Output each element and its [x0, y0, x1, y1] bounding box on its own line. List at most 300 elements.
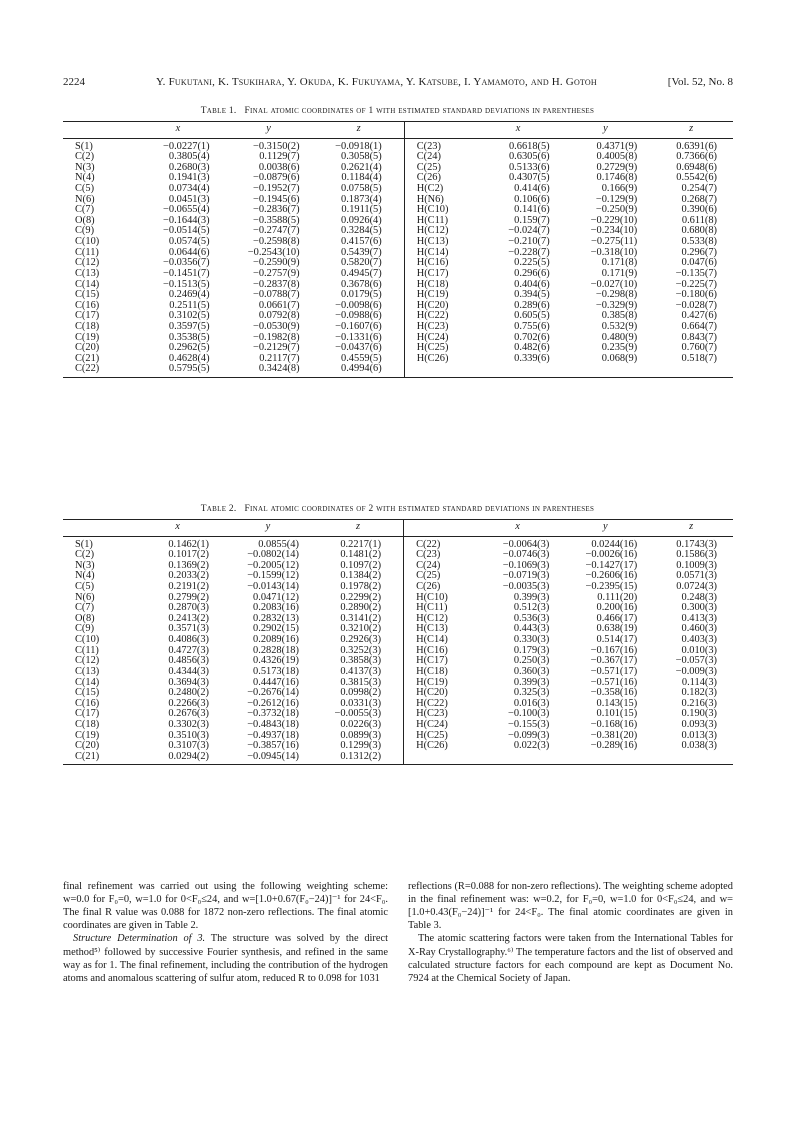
column-header — [404, 520, 474, 537]
coordinate-value: 0.1009(3) — [676, 559, 717, 571]
atom-label: C(21) — [63, 752, 132, 765]
coordinate-value: −0.1952(7) — [252, 183, 300, 195]
coordinate-value: −0.0227(1) — [163, 140, 210, 152]
coordinate-value: 0.2799(2) — [168, 591, 210, 603]
coordinate-value: −0.0514(5) — [163, 225, 210, 237]
page-header — [63, 76, 733, 88]
atom-label: C(10) — [75, 634, 100, 646]
atom-label: N(3) — [75, 161, 95, 173]
column-header: z — [649, 122, 733, 139]
atom-label: H(C22) — [404, 311, 474, 322]
atom-label: H(C11) — [404, 603, 474, 614]
coordinate-value: 0.2469(4) — [168, 289, 210, 301]
atom-label: C(2) — [75, 151, 95, 163]
atom-label: H(C19) — [404, 290, 474, 301]
atom-label: C(26) — [404, 173, 474, 184]
atom-label: N(3) — [75, 559, 95, 571]
atom-label: C(22) — [404, 536, 474, 550]
table-row — [63, 720, 733, 731]
column-header: y — [562, 122, 650, 139]
coordinate-value: −0.168(16) — [590, 718, 638, 730]
atom-label: C(20) — [75, 740, 100, 752]
atom-label: C(12) — [75, 257, 100, 269]
coordinate-value: −0.225(7) — [675, 278, 717, 290]
coordinate-value: 0.022(3) — [513, 740, 550, 752]
paragraph — [408, 932, 733, 984]
coordinate-value: −0.289(16) — [590, 740, 638, 752]
coordinate-value: 0.702(6) — [514, 331, 550, 343]
coordinate-value: 0.1462(1) — [168, 538, 210, 550]
coordinate-value: 0.4371(9) — [596, 140, 638, 152]
atom-label: H(C18) — [404, 280, 474, 291]
coordinate-value: −0.0918(1) — [335, 140, 382, 152]
coordinate-value: 0.1978(2) — [340, 581, 382, 593]
coordinate-value: 0.0294(2) — [132, 752, 223, 765]
coordinate-value: −0.099(3) — [507, 729, 550, 741]
coordinate-value: 0.413(3) — [681, 612, 717, 624]
coordinate-value: 0.289(6) — [514, 299, 550, 311]
coordinate-value: 0.141(6) — [514, 204, 550, 216]
coordinate-value: 0.3107(3) — [168, 740, 210, 752]
coordinate-value: 0.2890(2) — [340, 602, 382, 614]
coordinate-value: 0.1481(2) — [340, 549, 382, 561]
coordinate-value: −0.358(16) — [590, 687, 638, 699]
page-number: 2224 — [63, 76, 85, 88]
paragraph-text: reflections (R=0.088 for non-zero reflections). The weighting scheme adopted in the final refinement was: w=0.2, for F₀=0, w=1.0 for 0<F₀≤24, and w=[1.0+0.43(F₀−24)]⁻¹ for 24<F₀. The final atomic coordinates are given in Table 3. — [408, 881, 733, 932]
atom-label: H(C13) — [404, 237, 474, 248]
atom-label: H(C17) — [404, 656, 474, 667]
coordinate-value: −0.1451(7) — [163, 267, 210, 279]
atom-label — [404, 752, 474, 765]
coordinate-value: −0.024(7) — [508, 225, 550, 237]
atom-label: H(C19) — [404, 678, 474, 689]
coordinate-value: −0.0026(16) — [585, 549, 638, 561]
paragraph — [63, 880, 388, 932]
coordinate-value: 0.0244(16) — [591, 538, 638, 550]
coordinate-value: 0.394(5) — [514, 289, 550, 301]
coordinate-value — [649, 752, 733, 765]
atom-label: H(C13) — [404, 624, 474, 635]
coordinate-value: −0.4937(18) — [247, 729, 299, 741]
coordinate-value: −0.3588(5) — [252, 214, 300, 226]
coordinate-value: 0.3252(3) — [340, 644, 382, 656]
coordinate-value: 0.0734(4) — [168, 183, 210, 195]
coordinate-value: 0.1911(5) — [341, 204, 382, 216]
coordinate-value: −0.2747(7) — [252, 225, 300, 237]
coordinate-value: 0.068(9) — [601, 352, 638, 364]
table1-caption — [60, 106, 735, 116]
coordinate-value: 0.4326(19) — [253, 655, 299, 667]
coordinate-value: 0.5173(18) — [253, 665, 299, 677]
coordinate-value: 0.0331(3) — [340, 697, 382, 709]
coordinate-value: 0.3597(5) — [168, 320, 210, 332]
coordinate-value: 0.611(8) — [681, 214, 717, 226]
coordinate-value: −0.129(9) — [595, 193, 638, 205]
atom-label: H(C24) — [404, 720, 474, 731]
coordinate-value: 0.4307(5) — [508, 172, 550, 184]
atom-label: C(24) — [404, 152, 474, 163]
coordinate-value: 0.399(3) — [513, 591, 550, 603]
coordinate-value: −0.250(9) — [595, 204, 638, 216]
atom-label: C(26) — [404, 582, 474, 593]
coordinate-value: 0.4945(7) — [341, 267, 382, 279]
coordinate-value: −0.028(7) — [675, 299, 717, 311]
coordinate-value: 0.2413(2) — [168, 612, 210, 624]
running-authors: Y. Fukutani, K. Tsukihara, Y. Okuda, K. Fukuyama, Y. Katsube, I. Yamamoto, and H. Gotoh — [155, 76, 597, 88]
coordinate-value: 0.1743(3) — [676, 538, 717, 550]
coordinate-value: −0.229(10) — [590, 214, 638, 226]
atom-label: H(C16) — [404, 646, 474, 657]
coordinate-value: 0.755(6) — [514, 320, 550, 332]
column-header: x — [132, 520, 223, 537]
coordinate-value: 0.0179(5) — [341, 289, 382, 301]
coordinate-value: 0.1017(2) — [168, 549, 210, 561]
coordinate-value: 0.171(8) — [601, 257, 638, 269]
coordinate-value: 0.6948(6) — [676, 161, 717, 173]
atom-label: H(C2) — [404, 184, 474, 195]
volume-info: [Vol. 52, No. 8 — [667, 76, 733, 88]
coordinate-value: −0.0356(7) — [163, 257, 210, 269]
atom-label: C(18) — [75, 718, 100, 730]
coordinate-value: 0.216(3) — [681, 697, 717, 709]
coordinate-value: 0.399(3) — [513, 676, 550, 688]
column-header: x — [132, 122, 223, 139]
coordinate-value: 0.254(7) — [681, 183, 717, 195]
coordinate-value: 0.3694(3) — [168, 676, 210, 688]
coordinate-value: −0.298(8) — [595, 289, 638, 301]
coordinate-value: −0.0945(14) — [223, 752, 313, 765]
atom-label: H(C14) — [404, 635, 474, 646]
coordinate-value: 0.843(7) — [681, 331, 717, 343]
atom-label: H(C26) — [404, 741, 474, 752]
coordinate-value — [649, 364, 733, 377]
coordinate-value: 0.0758(5) — [341, 183, 382, 195]
atom-label: C(19) — [75, 729, 100, 741]
atom-label: C(13) — [75, 665, 100, 677]
atom-label: C(5) — [75, 581, 95, 593]
coordinate-value: −0.2676(14) — [247, 687, 299, 699]
atom-label: H(C25) — [404, 343, 474, 354]
coordinate-value: 0.1097(2) — [340, 559, 382, 571]
coordinate-value: 0.4447(16) — [253, 676, 299, 688]
coordinate-value: −0.027(10) — [590, 278, 638, 290]
coordinate-value: 0.2680(3) — [168, 161, 210, 173]
coordinate-value: 0.1746(8) — [596, 172, 638, 184]
atom-label: C(14) — [75, 278, 100, 290]
coordinate-value: 0.047(6) — [681, 257, 717, 269]
coordinate-value: 0.5439(7) — [341, 246, 382, 258]
coordinate-value: −0.2598(8) — [252, 236, 300, 248]
coordinate-value: −0.100(3) — [507, 708, 550, 720]
coordinate-value: 0.0451(3) — [168, 193, 210, 205]
coordinate-value: 0.0571(3) — [676, 570, 717, 582]
coordinate-value: 0.2962(5) — [168, 342, 210, 354]
coordinate-value: 0.2676(3) — [168, 708, 210, 720]
coordinate-value: −0.057(3) — [675, 655, 717, 667]
table1-caption-text: Final atomic coordinates of 1 with estimated standard deviations in parentheses — [244, 106, 595, 116]
table2-header-row — [63, 520, 733, 537]
table-row — [63, 752, 733, 765]
atom-label — [404, 364, 474, 377]
atom-label: S(1) — [75, 538, 93, 550]
coordinate-value: −0.210(7) — [508, 236, 550, 248]
table2-label: Table 2. — [200, 504, 237, 514]
coordinate-value: −0.167(16) — [590, 644, 638, 656]
atom-label: H(C20) — [404, 301, 474, 312]
coordinate-value: 0.143(15) — [596, 697, 638, 709]
coordinate-value: 0.5133(6) — [508, 161, 550, 173]
coordinate-value: 0.4559(5) — [341, 352, 382, 364]
atom-label: C(5) — [75, 183, 95, 195]
coordinate-value: 0.0724(3) — [676, 581, 717, 593]
coordinate-value: 0.250(3) — [513, 655, 550, 667]
atom-label: S(1) — [75, 140, 93, 152]
coordinate-value: 0.4628(4) — [168, 352, 210, 364]
atom-label: C(21) — [75, 352, 100, 364]
coordinate-value: −0.1599(12) — [247, 570, 299, 582]
column-header: x — [474, 520, 562, 537]
coordinate-value: −0.367(17) — [590, 655, 638, 667]
coordinate-value: 0.533(8) — [681, 236, 717, 248]
table2-caption — [60, 504, 735, 514]
coordinate-value: −0.1427(17) — [585, 559, 638, 571]
atom-label: H(C11) — [404, 216, 474, 227]
atom-label: C(25) — [404, 163, 474, 174]
coordinate-value: 0.3510(3) — [168, 729, 210, 741]
coordinate-value: 0.2117(7) — [259, 352, 300, 364]
coordinate-value: 0.3805(4) — [168, 151, 210, 163]
coordinate-value: 0.0899(3) — [340, 729, 382, 741]
atom-label: C(16) — [75, 697, 100, 709]
coordinate-value: 0.3538(5) — [168, 331, 210, 343]
coordinate-value: −0.228(7) — [508, 246, 550, 258]
coordinate-value: −0.1331(6) — [335, 331, 382, 343]
atom-label: H(C14) — [404, 248, 474, 259]
coordinate-value: −0.009(3) — [675, 665, 717, 677]
atom-label: H(C23) — [404, 322, 474, 333]
column-header: x — [475, 122, 562, 139]
table1-body — [63, 138, 733, 377]
coordinate-value: −0.180(6) — [675, 289, 717, 301]
coordinate-value: 0.482(6) — [514, 342, 550, 354]
coordinate-value: 0.016(3) — [513, 697, 550, 709]
atom-label: C(24) — [404, 561, 474, 572]
text-column-right — [408, 880, 733, 985]
coordinate-value: −0.1945(6) — [252, 193, 300, 205]
coordinate-value: 0.2870(3) — [168, 602, 210, 614]
coordinate-value: 0.2729(9) — [596, 161, 638, 173]
coordinate-value: 0.235(9) — [601, 342, 638, 354]
coordinate-value: 0.3058(5) — [341, 151, 382, 163]
coordinate-value: −0.2757(9) — [252, 267, 300, 279]
paragraph — [63, 932, 388, 984]
coordinate-value: −0.318(10) — [590, 246, 638, 258]
table2-caption-text: Final atomic coordinates of 2 with estimated standard deviations in parentheses — [244, 504, 595, 514]
coordinate-value: −0.0143(14) — [247, 581, 299, 593]
atom-label: C(18) — [75, 320, 100, 332]
atom-label: O(8) — [75, 612, 95, 624]
coordinate-value: 0.3815(3) — [340, 676, 382, 688]
coordinate-value: 0.0471(12) — [253, 591, 299, 603]
coordinate-value: 0.101(15) — [596, 708, 638, 720]
coordinate-value: 0.385(8) — [601, 310, 638, 322]
coordinate-value: 0.664(7) — [681, 320, 717, 332]
coordinate-value: 0.532(9) — [601, 320, 638, 332]
paragraph — [408, 880, 733, 932]
atom-label: C(19) — [75, 331, 100, 343]
table2 — [63, 519, 733, 765]
coordinate-value: 0.5542(6) — [676, 172, 717, 184]
atom-label: H(C24) — [404, 333, 474, 344]
atom-label: C(17) — [75, 708, 100, 720]
atom-label: H(C26) — [404, 354, 474, 365]
coordinate-value: 0.190(3) — [681, 708, 717, 720]
atom-label: H(C12) — [404, 226, 474, 237]
table1-header-row — [63, 122, 733, 139]
coordinate-value: 0.1586(3) — [676, 549, 717, 561]
table-row — [63, 269, 733, 280]
coordinate-value: 0.1184(4) — [341, 172, 382, 184]
coordinate-value: 0.6305(6) — [508, 151, 550, 163]
coordinate-value: 0.4157(6) — [341, 236, 382, 248]
table2-body — [63, 536, 733, 765]
column-header: y — [561, 520, 649, 537]
coordinate-value: 0.0926(4) — [341, 214, 382, 226]
coordinate-value: 0.093(3) — [681, 718, 717, 730]
atom-label: C(10) — [75, 236, 100, 248]
coordinate-value: −0.234(10) — [590, 225, 638, 237]
atom-label: H(C23) — [404, 709, 474, 720]
coordinate-value: 0.3102(5) — [168, 310, 210, 322]
coordinate-value: 0.6391(6) — [676, 140, 717, 152]
coordinate-value: −0.1069(3) — [502, 559, 550, 571]
coordinate-value: 0.106(6) — [514, 193, 550, 205]
atom-label: C(7) — [75, 204, 95, 216]
column-header — [63, 122, 132, 139]
coordinate-value: 0.2299(2) — [340, 591, 382, 603]
coordinate-value: −0.0788(7) — [252, 289, 300, 301]
coordinate-value: 0.390(6) — [681, 204, 717, 216]
atom-label: H(C12) — [404, 614, 474, 625]
coordinate-value: 0.536(3) — [513, 612, 550, 624]
paragraph-text: final refinement was carried out using the following weighting scheme: w=0.0 for F₀=0, w=1.0 for 0<F₀≤24, and w=[1.0+0.67(F₀−24)]⁻¹ for 24<F₀. The final R value was 0.088 for 1872 non-zero reflections. The final atomic coordinates are given in Table 2. — [63, 881, 388, 932]
coordinate-value: 0.3141(2) — [340, 612, 382, 624]
coordinate-value: 0.200(16) — [596, 602, 638, 614]
coordinate-value: 0.3858(3) — [340, 655, 382, 667]
coordinate-value: 0.0644(6) — [168, 246, 210, 258]
atom-label: H(C17) — [404, 269, 474, 280]
coordinate-value: −0.0988(6) — [335, 310, 382, 322]
atom-label: C(9) — [75, 225, 95, 237]
coordinate-value: −0.2590(9) — [252, 257, 300, 269]
coordinate-value: 0.0574(5) — [168, 236, 210, 248]
coordinate-value: −0.0655(4) — [163, 204, 210, 216]
atom-label: H(C20) — [404, 688, 474, 699]
coordinate-value: 0.0855(4) — [258, 538, 299, 550]
coordinate-value: 0.1129(7) — [259, 151, 300, 163]
coordinate-value: 0.1873(4) — [341, 193, 382, 205]
atom-label: C(20) — [75, 342, 100, 354]
coordinate-value: 0.480(9) — [601, 331, 638, 343]
coordinate-value: 0.3424(8) — [224, 364, 314, 377]
atom-label: C(14) — [75, 676, 100, 688]
coordinate-value: −0.2129(7) — [252, 342, 300, 354]
coordinate-value: −0.155(3) — [507, 718, 550, 730]
atom-label: C(17) — [75, 310, 100, 322]
atom-label: C(13) — [75, 267, 100, 279]
atom-label: H(C18) — [404, 667, 474, 678]
coordinate-value: 0.427(6) — [681, 310, 717, 322]
coordinate-value: 0.4994(6) — [314, 364, 405, 377]
paragraph-text: The structure was solved by the direct method⁵⁾ followed by successive Fourier synthesis, and refined in the same way as for 1. The final refinement, including the contribution of the hydrogen atoms and anomalous scattering of sulfur atom, reduced R to 0.098 for 1031 — [63, 933, 389, 984]
atom-label: H(C25) — [404, 731, 474, 742]
coordinate-value: −0.0437(6) — [335, 342, 382, 354]
coordinate-value: −0.275(11) — [591, 236, 638, 248]
section-heading: Structure Determination of 3. — [73, 933, 206, 945]
coordinate-value: 0.605(5) — [514, 310, 550, 322]
coordinate-value: −0.135(7) — [675, 267, 717, 279]
column-header: z — [313, 520, 404, 537]
coordinate-value: 0.111(20) — [597, 591, 638, 603]
column-header: z — [649, 520, 733, 537]
coordinate-value: 0.179(3) — [513, 644, 550, 656]
atom-label: C(11) — [75, 246, 99, 258]
coordinate-value: −0.1644(3) — [163, 214, 210, 226]
coordinate-value: 0.2621(4) — [341, 161, 382, 173]
atom-label: N(4) — [75, 172, 95, 184]
coordinate-value — [475, 364, 562, 377]
coordinate-value: −0.3857(16) — [247, 740, 299, 752]
coordinate-value: 0.339(6) — [514, 352, 550, 364]
coordinate-value: −0.0064(3) — [502, 538, 550, 550]
coordinate-value — [562, 364, 650, 377]
coordinate-value: 0.7366(6) — [676, 151, 717, 163]
column-header: y — [224, 122, 314, 139]
coordinate-value: 0.404(6) — [514, 278, 550, 290]
coordinate-value: 0.2217(1) — [340, 538, 382, 550]
coordinate-value: −0.2837(8) — [252, 278, 300, 290]
table-row — [63, 364, 733, 377]
coordinate-value: 0.4086(3) — [168, 634, 210, 646]
coordinate-value: −0.2543(10) — [247, 246, 300, 258]
atom-label: C(23) — [404, 550, 474, 561]
coordinate-value: 0.2832(13) — [253, 612, 299, 624]
table-row — [63, 667, 733, 678]
coordinate-value: 0.1312(2) — [313, 752, 404, 765]
atom-label: H(C16) — [404, 258, 474, 269]
atom-label: C(16) — [75, 299, 100, 311]
coordinate-value: −0.4843(18) — [247, 718, 299, 730]
coordinate-value: −0.3150(2) — [252, 140, 300, 152]
coordinate-value: 0.3284(5) — [341, 225, 382, 237]
coordinate-value: 0.514(17) — [596, 634, 638, 646]
atom-label: C(23) — [404, 138, 474, 152]
paragraph-text: The atomic scattering factors were taken from the International Tables for X-Ray Crystallography.⁶⁾ The temperature factors and the list of observed and calculated structure factors for each compound are kept as Document No. 7924 at the Chemical Society of Japan. — [408, 933, 733, 984]
coordinate-value: −0.0802(14) — [247, 549, 299, 561]
coordinate-value: 0.2480(2) — [168, 687, 210, 699]
coordinate-value: 0.443(3) — [513, 623, 550, 635]
coordinate-value: −0.381(20) — [590, 729, 638, 741]
atom-label: H(C10) — [404, 593, 474, 604]
coordinate-value: 0.1941(3) — [168, 172, 210, 184]
coordinate-value: 0.466(17) — [596, 612, 638, 624]
atom-label: C(15) — [75, 289, 100, 301]
atom-label: H(C22) — [404, 699, 474, 710]
coordinate-value: −0.0098(6) — [335, 299, 382, 311]
coordinate-value: 0.680(8) — [681, 225, 717, 237]
coordinate-value: 0.360(3) — [513, 665, 550, 677]
coordinate-value: 0.300(3) — [681, 602, 717, 614]
